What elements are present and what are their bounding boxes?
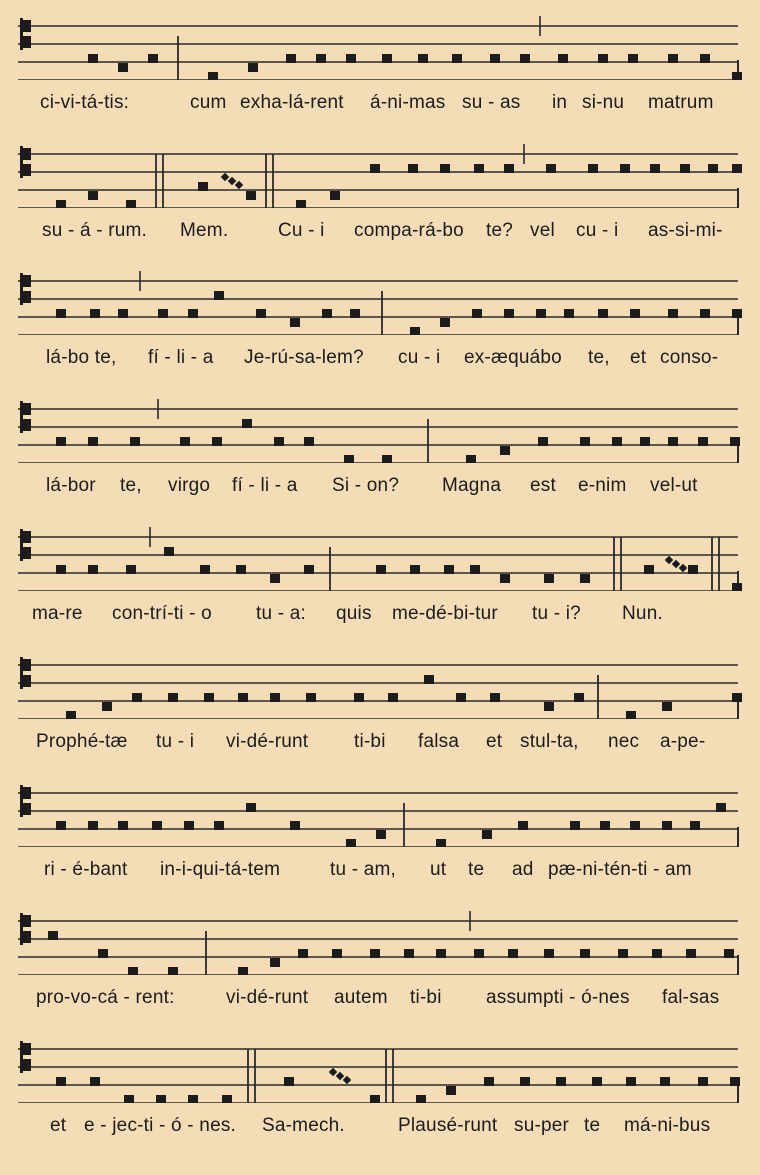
- lyric-syllables: Cu - i: [278, 220, 325, 241]
- lyric-syllables: virgo: [168, 475, 211, 496]
- punctum-note-icon: [418, 54, 428, 63]
- punctum-note-icon: [290, 821, 300, 830]
- punctum-note-icon: [500, 574, 510, 583]
- punctum-note-icon: [298, 949, 308, 958]
- punctum-note-icon: [504, 309, 514, 318]
- rhombus-note-icon: [221, 173, 229, 181]
- punctum-note-icon: [168, 967, 178, 975]
- lyrics-line: [0, 220, 760, 250]
- chant-system: [0, 10, 760, 140]
- punctum-note-icon: [90, 309, 100, 318]
- chant-system: [0, 393, 760, 523]
- punctum-note-icon: [376, 830, 386, 839]
- punctum-note-icon: [56, 200, 66, 208]
- lyric-syllables: in-i-qui-tá-tem: [160, 859, 281, 880]
- lyric-syllables: Nun.: [622, 603, 663, 624]
- punctum-note-icon: [620, 164, 630, 173]
- punctum-note-icon: [626, 711, 636, 719]
- c-clef-icon: [20, 657, 31, 689]
- lyric-syllables: tu - i?: [532, 603, 581, 624]
- punctum-note-icon: [630, 309, 640, 318]
- punctum-note-icon: [304, 437, 314, 446]
- lyric-syllables: vel: [530, 220, 555, 241]
- punctum-note-icon: [598, 54, 608, 63]
- punctum-note-icon: [118, 821, 128, 830]
- lyric-syllables: Je-rú-sa-lem?: [244, 347, 364, 368]
- lyric-syllables: quis: [336, 603, 372, 624]
- lyric-syllables: á-ni-mas: [370, 92, 446, 113]
- punctum-note-icon: [470, 565, 480, 574]
- lyric-syllables: pæ-ni-tén-ti - am: [548, 859, 692, 880]
- punctum-note-icon: [236, 565, 246, 574]
- punctum-note-icon: [238, 693, 248, 702]
- punctum-note-icon: [668, 54, 678, 63]
- punctum-note-icon: [128, 967, 138, 975]
- punctum-note-icon: [296, 200, 306, 208]
- punctum-note-icon: [508, 949, 518, 958]
- punctum-note-icon: [732, 164, 742, 173]
- lyric-syllables: Mem.: [180, 220, 229, 241]
- punctum-note-icon: [214, 291, 224, 300]
- punctum-note-icon: [248, 63, 258, 72]
- punctum-note-icon: [118, 63, 128, 72]
- punctum-note-icon: [538, 437, 548, 446]
- punctum-note-icon: [546, 164, 556, 173]
- punctum-note-icon: [350, 309, 360, 318]
- punctum-note-icon: [570, 821, 580, 830]
- punctum-note-icon: [164, 547, 174, 556]
- punctum-note-icon: [500, 446, 510, 455]
- lyric-syllables: vi-dé-runt: [226, 731, 309, 752]
- punctum-note-icon: [212, 437, 222, 446]
- punctum-note-icon: [520, 54, 530, 63]
- punctum-note-icon: [592, 1077, 602, 1086]
- punctum-note-icon: [346, 54, 356, 63]
- punctum-note-icon: [246, 191, 256, 200]
- punctum-note-icon: [732, 309, 742, 318]
- chant-system: [0, 1033, 760, 1163]
- rhombus-note-icon: [665, 556, 673, 564]
- staff: [0, 10, 760, 80]
- lyric-syllables: Si - on?: [332, 475, 400, 496]
- rhombus-note-icon: [228, 177, 236, 185]
- lyric-syllables: exha-lá-rent: [240, 92, 344, 113]
- punctum-note-icon: [332, 949, 342, 958]
- punctum-note-icon: [600, 821, 610, 830]
- punctum-note-icon: [732, 72, 742, 80]
- punctum-note-icon: [188, 309, 198, 318]
- punctum-note-icon: [588, 164, 598, 173]
- rhombus-note-icon: [336, 1072, 344, 1080]
- punctum-note-icon: [440, 318, 450, 327]
- punctum-note-icon: [662, 821, 672, 830]
- rhombus-note-icon: [672, 560, 680, 568]
- punctum-note-icon: [612, 437, 622, 446]
- punctum-note-icon: [208, 72, 218, 80]
- staff: [0, 521, 760, 591]
- punctum-note-icon: [88, 191, 98, 200]
- lyric-syllables: vel-ut: [650, 475, 698, 496]
- punctum-note-icon: [286, 54, 296, 63]
- punctum-note-icon: [708, 164, 718, 173]
- lyrics-line: [0, 1115, 760, 1145]
- lyric-syllables: as-si-mi-: [648, 220, 723, 241]
- punctum-note-icon: [730, 1077, 740, 1086]
- punctum-note-icon: [316, 54, 326, 63]
- punctum-note-icon: [626, 1077, 636, 1086]
- punctum-note-icon: [188, 1095, 198, 1103]
- punctum-note-icon: [652, 949, 662, 958]
- punctum-note-icon: [90, 1077, 100, 1086]
- punctum-note-icon: [56, 309, 66, 318]
- punctum-note-icon: [520, 1077, 530, 1086]
- punctum-note-icon: [424, 675, 434, 684]
- punctum-note-icon: [504, 164, 514, 173]
- punctum-note-icon: [330, 191, 340, 200]
- c-clef-icon: [20, 18, 31, 50]
- punctum-note-icon: [180, 437, 190, 446]
- chant-system: [0, 265, 760, 395]
- punctum-note-icon: [354, 693, 364, 702]
- punctum-note-icon: [56, 821, 66, 830]
- punctum-note-icon: [410, 565, 420, 574]
- punctum-note-icon: [198, 182, 208, 191]
- punctum-note-icon: [214, 821, 224, 830]
- lyrics-line: [0, 475, 760, 505]
- staff: [0, 649, 760, 719]
- punctum-note-icon: [382, 455, 392, 463]
- punctum-note-icon: [574, 693, 584, 702]
- punctum-note-icon: [152, 821, 162, 830]
- punctum-note-icon: [716, 803, 726, 812]
- punctum-note-icon: [246, 803, 256, 812]
- staff: [0, 905, 760, 975]
- c-clef-icon: [20, 913, 31, 945]
- punctum-note-icon: [410, 327, 420, 335]
- lyric-syllables: fí - li - a: [232, 475, 298, 496]
- punctum-note-icon: [686, 949, 696, 958]
- lyric-syllables: Magna: [442, 475, 502, 496]
- rhombus-note-icon: [329, 1068, 337, 1076]
- lyric-syllables: pro-vo-cá - rent:: [36, 987, 175, 1008]
- lyric-syllables: et: [50, 1115, 67, 1136]
- lyric-syllables: Sa-mech.: [262, 1115, 345, 1136]
- lyrics-line: [0, 603, 760, 633]
- punctum-note-icon: [598, 309, 608, 318]
- lyrics-line: [0, 92, 760, 122]
- punctum-note-icon: [724, 949, 734, 958]
- punctum-note-icon: [56, 1077, 66, 1086]
- punctum-note-icon: [660, 1077, 670, 1086]
- lyric-syllables: compa-rá-bo: [354, 220, 464, 241]
- punctum-note-icon: [544, 574, 554, 583]
- punctum-note-icon: [376, 565, 386, 574]
- punctum-note-icon: [344, 455, 354, 463]
- punctum-note-icon: [688, 565, 698, 574]
- punctum-note-icon: [700, 54, 710, 63]
- punctum-note-icon: [662, 702, 672, 711]
- punctum-note-icon: [200, 565, 210, 574]
- lyric-syllables: conso-: [660, 347, 719, 368]
- lyric-syllables: te: [468, 859, 485, 880]
- lyric-syllables: ma-re: [32, 603, 83, 624]
- c-clef-icon: [20, 785, 31, 817]
- punctum-note-icon: [204, 693, 214, 702]
- lyric-syllables: matrum: [648, 92, 714, 113]
- punctum-note-icon: [436, 949, 446, 958]
- punctum-note-icon: [444, 565, 454, 574]
- c-clef-icon: [20, 273, 31, 305]
- lyric-syllables: te?: [486, 220, 514, 241]
- punctum-note-icon: [56, 565, 66, 574]
- staff: [0, 138, 760, 208]
- staff: [0, 393, 760, 463]
- punctum-note-icon: [306, 693, 316, 702]
- punctum-note-icon: [544, 949, 554, 958]
- lyric-syllables: e-nim: [578, 475, 627, 496]
- lyric-syllables: tu - am,: [330, 859, 397, 880]
- lyric-syllables: assumpti - ó-nes: [486, 987, 630, 1008]
- punctum-note-icon: [446, 1086, 456, 1095]
- punctum-note-icon: [580, 949, 590, 958]
- lyric-syllables: fí - li - a: [148, 347, 214, 368]
- punctum-note-icon: [644, 565, 654, 574]
- punctum-note-icon: [346, 839, 356, 847]
- lyric-syllables: falsa: [418, 731, 460, 752]
- punctum-note-icon: [158, 309, 168, 318]
- punctum-note-icon: [630, 821, 640, 830]
- chant-system: [0, 521, 760, 651]
- lyric-syllables: in: [552, 92, 568, 113]
- lyrics-line: [0, 347, 760, 377]
- lyric-syllables: nec: [608, 731, 640, 752]
- punctum-note-icon: [88, 821, 98, 830]
- punctum-note-icon: [118, 309, 128, 318]
- lyric-syllables: ex-æquábo: [464, 347, 562, 368]
- punctum-note-icon: [98, 949, 108, 958]
- lyric-syllables: su - as: [462, 92, 521, 113]
- lyric-syllables: su-per: [514, 1115, 570, 1136]
- lyric-syllables: ti-bi: [354, 731, 386, 752]
- lyric-syllables: si-nu: [582, 92, 625, 113]
- punctum-note-icon: [370, 949, 380, 958]
- lyric-syllables: et: [630, 347, 647, 368]
- punctum-note-icon: [580, 437, 590, 446]
- punctum-note-icon: [88, 54, 98, 63]
- punctum-note-icon: [474, 949, 484, 958]
- staff: [0, 1033, 760, 1103]
- lyric-syllables: tu - a:: [256, 603, 306, 624]
- lyric-syllables: ri - é-bant: [44, 859, 128, 880]
- lyric-syllables: ut: [430, 859, 447, 880]
- lyric-syllables: su - á - rum.: [42, 220, 148, 241]
- punctum-note-icon: [650, 164, 660, 173]
- punctum-note-icon: [48, 931, 58, 940]
- punctum-note-icon: [668, 437, 678, 446]
- lyric-syllables: e - jec-ti - ó - nes.: [84, 1115, 237, 1136]
- punctum-note-icon: [256, 309, 266, 318]
- punctum-note-icon: [466, 455, 476, 463]
- punctum-note-icon: [238, 967, 248, 975]
- lyric-syllables: a-pe-: [660, 731, 706, 752]
- lyric-syllables: cu - i: [576, 220, 619, 241]
- punctum-note-icon: [102, 702, 112, 711]
- punctum-note-icon: [88, 437, 98, 446]
- lyric-syllables: lá-bor: [46, 475, 96, 496]
- punctum-note-icon: [698, 1077, 708, 1086]
- punctum-note-icon: [168, 693, 178, 702]
- lyric-syllables: ti-bi: [410, 987, 442, 1008]
- punctum-note-icon: [456, 693, 466, 702]
- punctum-note-icon: [124, 1095, 134, 1103]
- punctum-note-icon: [156, 1095, 166, 1103]
- punctum-note-icon: [484, 1077, 494, 1086]
- punctum-note-icon: [270, 958, 280, 967]
- lyric-syllables: cu - i: [398, 347, 441, 368]
- chant-system: [0, 905, 760, 1035]
- punctum-note-icon: [628, 54, 638, 63]
- punctum-note-icon: [490, 54, 500, 63]
- punctum-note-icon: [690, 821, 700, 830]
- rhombus-note-icon: [235, 181, 243, 189]
- lyric-syllables: te: [584, 1115, 601, 1136]
- punctum-note-icon: [440, 164, 450, 173]
- punctum-note-icon: [416, 1095, 426, 1103]
- punctum-note-icon: [408, 164, 418, 173]
- c-clef-icon: [20, 146, 31, 178]
- lyric-syllables: te,: [588, 347, 610, 368]
- punctum-note-icon: [284, 1077, 294, 1086]
- staff: [0, 777, 760, 847]
- punctum-note-icon: [564, 309, 574, 318]
- lyrics-line: [0, 987, 760, 1017]
- lyrics-line: [0, 731, 760, 761]
- chant-system: [0, 777, 760, 907]
- punctum-note-icon: [388, 693, 398, 702]
- punctum-note-icon: [66, 711, 76, 719]
- c-clef-icon: [20, 529, 31, 561]
- punctum-note-icon: [222, 1095, 232, 1103]
- punctum-note-icon: [56, 437, 66, 446]
- punctum-note-icon: [732, 583, 742, 591]
- punctum-note-icon: [730, 437, 740, 446]
- punctum-note-icon: [536, 309, 546, 318]
- punctum-note-icon: [270, 693, 280, 702]
- lyric-syllables: fal-sas: [662, 987, 720, 1008]
- punctum-note-icon: [482, 830, 492, 839]
- punctum-note-icon: [382, 54, 392, 63]
- punctum-note-icon: [270, 574, 280, 583]
- lyric-syllables: te,: [120, 475, 142, 496]
- lyric-syllables: con-trí-ti - o: [112, 603, 212, 624]
- lyric-syllables: est: [530, 475, 556, 496]
- punctum-note-icon: [618, 949, 628, 958]
- punctum-note-icon: [698, 437, 708, 446]
- punctum-note-icon: [558, 54, 568, 63]
- punctum-note-icon: [680, 164, 690, 173]
- lyric-syllables: cum: [190, 92, 227, 113]
- punctum-note-icon: [490, 693, 500, 702]
- lyric-syllables: autem: [334, 987, 388, 1008]
- punctum-note-icon: [132, 693, 142, 702]
- chant-system: [0, 138, 760, 268]
- punctum-note-icon: [436, 839, 446, 847]
- punctum-note-icon: [404, 949, 414, 958]
- punctum-note-icon: [126, 565, 136, 574]
- lyric-syllables: me-dé-bi-tur: [392, 603, 498, 624]
- punctum-note-icon: [732, 693, 742, 702]
- punctum-note-icon: [580, 574, 590, 583]
- punctum-note-icon: [148, 54, 158, 63]
- staff: [0, 265, 760, 335]
- lyric-syllables: tu - i: [156, 731, 195, 752]
- punctum-note-icon: [130, 437, 140, 446]
- lyric-syllables: stul-ta,: [520, 731, 579, 752]
- punctum-note-icon: [556, 1077, 566, 1086]
- lyric-syllables: Plausé-runt: [398, 1115, 498, 1136]
- lyric-syllables: et: [486, 731, 503, 752]
- punctum-note-icon: [640, 437, 650, 446]
- rhombus-note-icon: [679, 564, 687, 572]
- punctum-note-icon: [304, 565, 314, 574]
- lyric-syllables: lá-bo te,: [46, 347, 117, 368]
- punctum-note-icon: [322, 309, 332, 318]
- punctum-note-icon: [452, 54, 462, 63]
- punctum-note-icon: [88, 565, 98, 574]
- chant-system: [0, 649, 760, 779]
- rhombus-note-icon: [343, 1076, 351, 1084]
- punctum-note-icon: [274, 437, 284, 446]
- punctum-note-icon: [126, 200, 136, 208]
- lyric-syllables: vi-dé-runt: [226, 987, 309, 1008]
- punctum-note-icon: [184, 821, 194, 830]
- lyric-syllables: ci-vi-tá-tis:: [40, 92, 130, 113]
- punctum-note-icon: [472, 309, 482, 318]
- lyrics-line: [0, 859, 760, 889]
- punctum-note-icon: [370, 164, 380, 173]
- punctum-note-icon: [370, 1095, 380, 1103]
- lyric-syllables: Prophé-tæ: [36, 731, 128, 752]
- punctum-note-icon: [290, 318, 300, 327]
- punctum-note-icon: [668, 309, 678, 318]
- punctum-note-icon: [518, 821, 528, 830]
- punctum-note-icon: [700, 309, 710, 318]
- punctum-note-icon: [544, 702, 554, 711]
- punctum-note-icon: [474, 164, 484, 173]
- lyric-syllables: ad: [512, 859, 534, 880]
- c-clef-icon: [20, 1041, 31, 1073]
- punctum-note-icon: [242, 419, 252, 428]
- c-clef-icon: [20, 401, 31, 433]
- lyric-syllables: má-ni-bus: [624, 1115, 711, 1136]
